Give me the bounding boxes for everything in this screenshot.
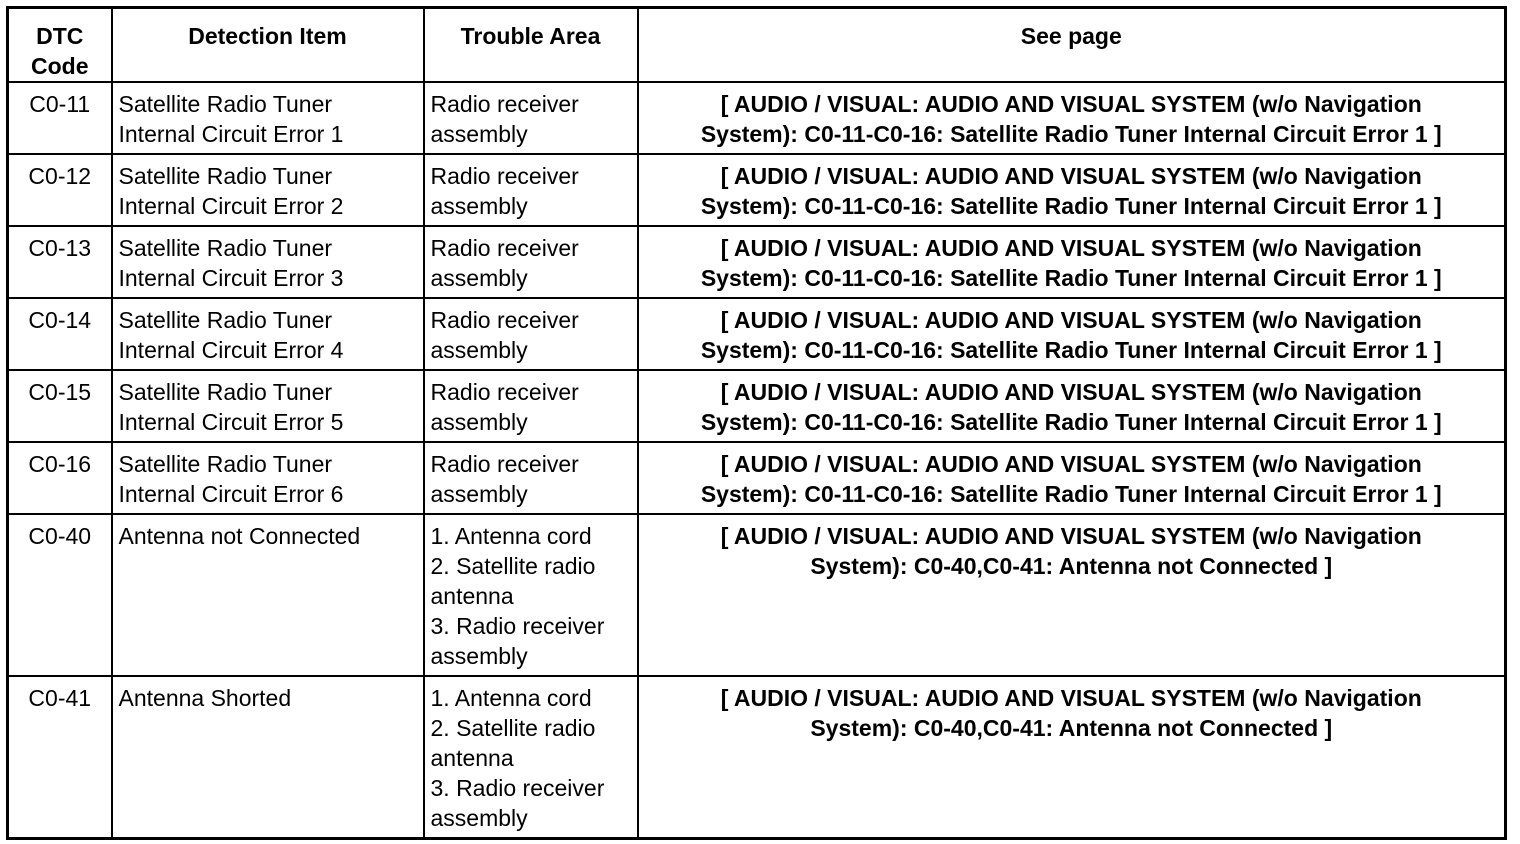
dtc-code-cell: C0-11	[8, 82, 112, 154]
header-see-page: See page	[638, 8, 1506, 83]
see-page-link[interactable]	[638, 676, 1506, 838]
detection-item-line: Satellite Radio Tuner	[118, 235, 333, 261]
detection-item-line: Internal Circuit Error 5	[118, 409, 344, 435]
see-page-line: [ AUDIO / VISUAL: AUDIO AND VISUAL SYSTEM (w/o Navigation	[720, 307, 1422, 333]
see-page-line: System): C0-40,C0-41: Antenna not Connected ]	[810, 715, 1333, 741]
see-page-line: [ AUDIO / VISUAL: AUDIO AND VISUAL SYSTEM (w/o Navigation	[720, 91, 1422, 117]
trouble-area-line: assembly	[430, 481, 528, 507]
trouble-area-cell	[424, 676, 638, 838]
see-page-link[interactable]	[638, 370, 1506, 442]
trouble-area-cell	[424, 370, 638, 442]
table-row	[8, 514, 1506, 676]
see-page-line: System): C0-11-C0-16: Satellite Radio Tuner Internal Circuit Error 1 ]	[700, 337, 1442, 363]
see-page-line: System): C0-11-C0-16: Satellite Radio Tuner Internal Circuit Error 1 ]	[700, 193, 1442, 219]
trouble-area-line: 2. Satellite radio	[430, 553, 596, 579]
see-page-link[interactable]	[638, 226, 1506, 298]
see-page-line: [ AUDIO / VISUAL: AUDIO AND VISUAL SYSTEM (w/o Navigation	[720, 523, 1422, 549]
detection-item-cell	[112, 82, 424, 154]
trouble-area-line: 2. Satellite radio	[430, 715, 596, 741]
detection-item-line: Satellite Radio Tuner	[118, 163, 333, 189]
detection-item-cell	[112, 370, 424, 442]
detection-item-cell	[112, 442, 424, 514]
trouble-area-cell	[424, 514, 638, 676]
trouble-area-line: assembly	[430, 643, 528, 669]
trouble-area-line: 3. Radio receiver	[430, 613, 605, 639]
header-dtc-code	[8, 8, 112, 83]
detection-item-cell	[112, 226, 424, 298]
trouble-area-line: Radio receiver	[430, 163, 579, 189]
detection-item-line: Internal Circuit Error 3	[118, 265, 344, 291]
detection-item-line: Internal Circuit Error 4	[118, 337, 344, 363]
detection-item-line: Antenna not Connected	[118, 523, 361, 549]
see-page-line: [ AUDIO / VISUAL: AUDIO AND VISUAL SYSTEM (w/o Navigation	[720, 451, 1422, 477]
detection-item-cell	[112, 514, 424, 676]
see-page-link[interactable]	[638, 514, 1506, 676]
table-row	[8, 442, 1506, 514]
see-page-line: [ AUDIO / VISUAL: AUDIO AND VISUAL SYSTEM (w/o Navigation	[720, 685, 1422, 711]
see-page-line: System): C0-11-C0-16: Satellite Radio Tuner Internal Circuit Error 1 ]	[700, 409, 1442, 435]
trouble-area-line: assembly	[430, 265, 528, 291]
see-page-link[interactable]	[638, 82, 1506, 154]
detection-item-line: Internal Circuit Error 6	[118, 481, 344, 507]
dtc-code-cell: C0-15	[8, 370, 112, 442]
table-row	[8, 226, 1506, 298]
detection-item-cell	[112, 298, 424, 370]
table-row	[8, 82, 1506, 154]
header-dtc-code-line: DTC	[36, 23, 84, 49]
header-detection-item: Detection Item	[112, 8, 424, 83]
see-page-line: [ AUDIO / VISUAL: AUDIO AND VISUAL SYSTEM (w/o Navigation	[720, 163, 1422, 189]
trouble-area-cell	[424, 442, 638, 514]
detection-item-line: Internal Circuit Error 1	[118, 121, 344, 147]
header-dtc-code-line: Code	[31, 53, 89, 79]
see-page-link[interactable]	[638, 154, 1506, 226]
trouble-area-line: antenna	[430, 583, 514, 609]
see-page-link[interactable]	[638, 442, 1506, 514]
detection-item-line: Satellite Radio Tuner	[118, 91, 333, 117]
dtc-code-cell: C0-16	[8, 442, 112, 514]
detection-item-cell	[112, 676, 424, 838]
see-page-line: System): C0-11-C0-16: Satellite Radio Tuner Internal Circuit Error 1 ]	[700, 481, 1442, 507]
see-page-link[interactable]	[638, 298, 1506, 370]
detection-item-line: Satellite Radio Tuner	[118, 307, 333, 333]
trouble-area-line: Radio receiver	[430, 451, 579, 477]
dtc-code-cell: C0-12	[8, 154, 112, 226]
trouble-area-line: 1. Antenna cord	[430, 523, 592, 549]
trouble-area-line: Radio receiver	[430, 235, 579, 261]
see-page-line: [ AUDIO / VISUAL: AUDIO AND VISUAL SYSTEM (w/o Navigation	[720, 379, 1422, 405]
trouble-area-line: assembly	[430, 805, 528, 831]
trouble-area-line: Radio receiver	[430, 91, 579, 117]
trouble-area-line: 1. Antenna cord	[430, 685, 592, 711]
dtc-code-cell: C0-13	[8, 226, 112, 298]
trouble-area-cell	[424, 82, 638, 154]
detection-item-line: Antenna Shorted	[118, 685, 292, 711]
header-trouble-area: Trouble Area	[424, 8, 638, 83]
detection-item-line: Internal Circuit Error 2	[118, 193, 344, 219]
trouble-area-line: assembly	[430, 409, 528, 435]
trouble-area-line: assembly	[430, 121, 528, 147]
see-page-line: [ AUDIO / VISUAL: AUDIO AND VISUAL SYSTEM (w/o Navigation	[720, 235, 1422, 261]
trouble-area-cell	[424, 154, 638, 226]
trouble-area-line: assembly	[430, 337, 528, 363]
trouble-area-cell	[424, 298, 638, 370]
dtc-table	[6, 6, 1507, 840]
detection-item-cell	[112, 154, 424, 226]
trouble-area-cell	[424, 226, 638, 298]
trouble-area-line: assembly	[430, 193, 528, 219]
detection-item-line: Satellite Radio Tuner	[118, 379, 333, 405]
trouble-area-line: antenna	[430, 745, 514, 771]
trouble-area-line: 3. Radio receiver	[430, 775, 605, 801]
detection-item-line: Satellite Radio Tuner	[118, 451, 333, 477]
see-page-line: System): C0-11-C0-16: Satellite Radio Tuner Internal Circuit Error 1 ]	[700, 265, 1442, 291]
see-page-line: System): C0-11-C0-16: Satellite Radio Tuner Internal Circuit Error 1 ]	[700, 121, 1442, 147]
table-row	[8, 154, 1506, 226]
trouble-area-line: Radio receiver	[430, 307, 579, 333]
table-header-row	[8, 8, 1506, 83]
table-row	[8, 298, 1506, 370]
dtc-code-cell: C0-14	[8, 298, 112, 370]
see-page-line: System): C0-40,C0-41: Antenna not Connected ]	[810, 553, 1333, 579]
dtc-code-cell: C0-41	[8, 676, 112, 838]
trouble-area-line: Radio receiver	[430, 379, 579, 405]
table-row	[8, 676, 1506, 838]
dtc-code-cell: C0-40	[8, 514, 112, 676]
table-row	[8, 370, 1506, 442]
